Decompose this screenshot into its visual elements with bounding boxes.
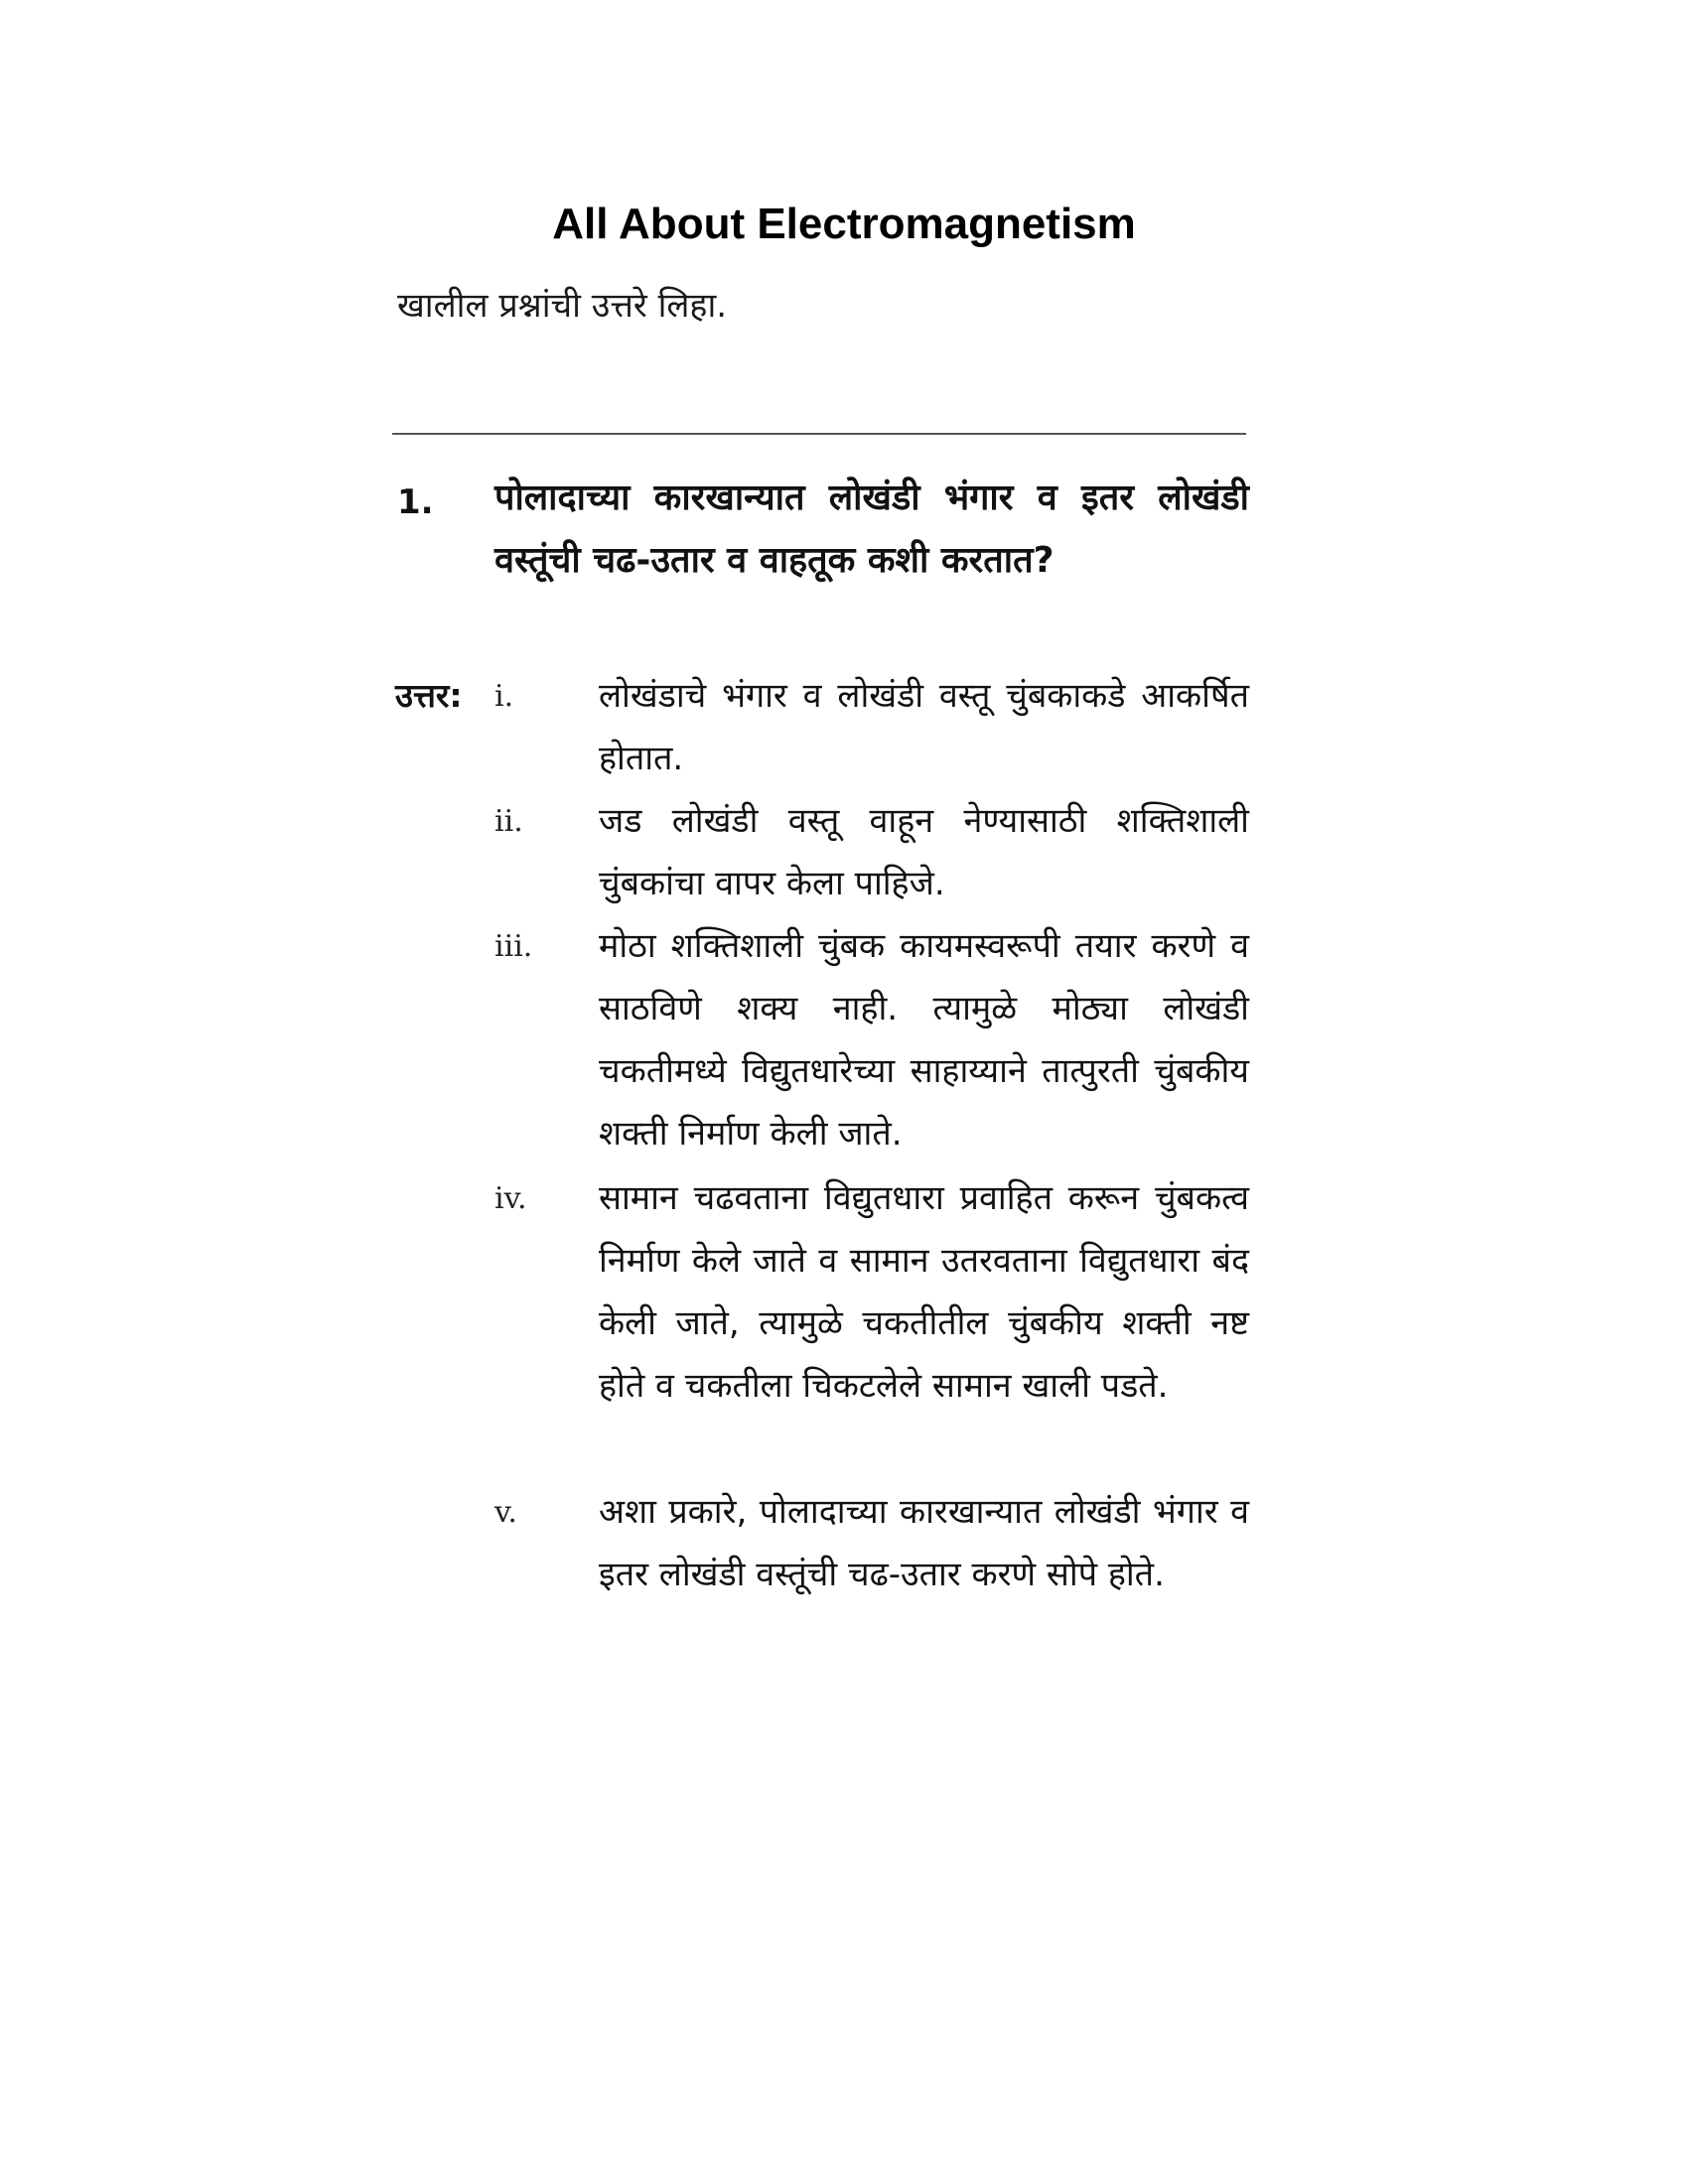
answer-marker: iv. bbox=[494, 1181, 527, 1216]
answer-text: मोठा शक्तिशाली चुंबक कायमस्वरूपी तयार करणे व साठविणे शक्य नाही. त्यामुळे मोठ्या लोखंडी चकतीमध्ये विद्युतधारेच्या साहाय्याने तात्पुरती चुंबकीय शक्ती निर्माण केली जाते. bbox=[599, 926, 1249, 1154]
answer-text: लोखंडाचे भंगार व लोखंडी वस्तू चुंबकाकडे आकर्षित होतात. bbox=[599, 676, 1249, 778]
divider bbox=[392, 433, 1246, 435]
answer-marker: ii. bbox=[494, 804, 523, 839]
question-number: 1. bbox=[397, 482, 434, 522]
answer-text: अशा प्रकारे, पोलादाच्या कारखान्यात लोखंडी भंगार व इतर लोखंडी वस्तूंची चढ-उतार करणे सोपे होते. bbox=[599, 1492, 1249, 1594]
question-text: पोलादाच्या कारखान्यात लोखंडी भंगार व इतर लोखंडी वस्तूंची चढ-उतार व वाहतूक कशी करतात? bbox=[494, 478, 1249, 581]
answer-marker: iii. bbox=[494, 929, 533, 964]
answer-marker: v. bbox=[494, 1495, 517, 1530]
instruction-text: खालील प्रश्नांची उत्तरे लिहा. bbox=[397, 286, 728, 326]
answer-label: उत्तर: bbox=[395, 676, 463, 715]
answer-marker: i. bbox=[494, 679, 514, 714]
answer-text: जड लोखंडी वस्तू वाहून नेण्यासाठी शक्तिशाली चुंबकांचा वापर केला पाहिजे. bbox=[599, 801, 1249, 903]
answer-text: सामान चढवताना विद्युतधारा प्रवाहित करून चुंबकत्व निर्माण केले जाते व सामान उतरवताना विद्युतधारा बंद केली जाते, त्यामुळे चकतीतील चुंबकीय शक्ती नष्ट होते व चकतीला चिकटलेले सामान खाली पडते. bbox=[599, 1178, 1249, 1406]
page-title: All About Electromagnetism bbox=[552, 200, 1136, 248]
